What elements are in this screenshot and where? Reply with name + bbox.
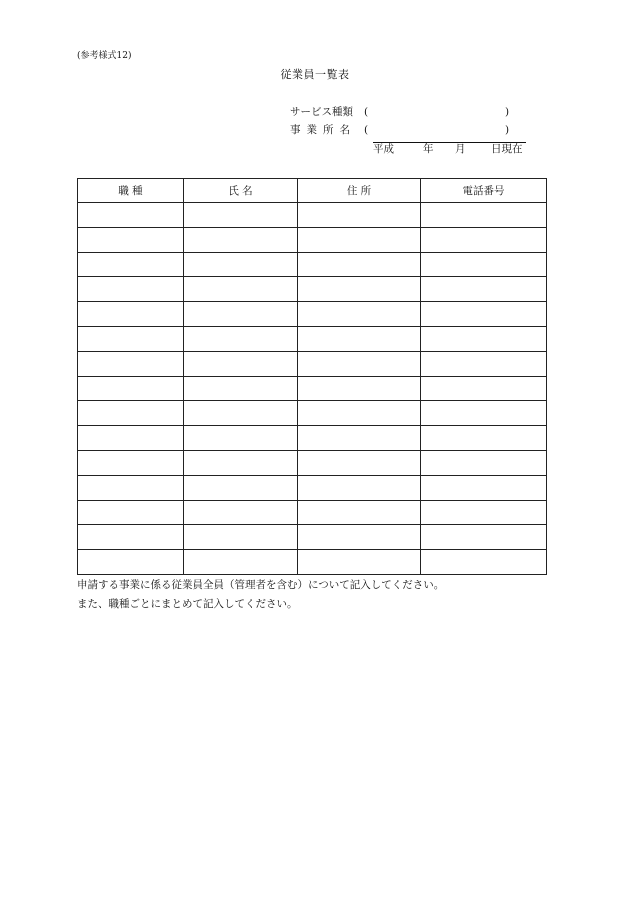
cell-job-type[interactable]	[78, 227, 184, 252]
cell-phone[interactable]	[421, 277, 547, 302]
header-job-type: 職 種	[78, 179, 184, 203]
cell-job-type[interactable]	[78, 277, 184, 302]
cell-name[interactable]	[184, 525, 298, 550]
table-row	[78, 401, 547, 426]
cell-name[interactable]	[184, 500, 298, 525]
cell-phone[interactable]	[421, 351, 547, 376]
cell-phone[interactable]	[421, 525, 547, 550]
cell-job-type[interactable]	[78, 426, 184, 451]
cell-address[interactable]	[298, 302, 421, 327]
table-row	[78, 550, 547, 575]
cell-job-type[interactable]	[78, 203, 184, 228]
cell-phone[interactable]	[421, 475, 547, 500]
table-row	[78, 277, 547, 302]
cell-address[interactable]	[298, 252, 421, 277]
cell-name[interactable]	[184, 475, 298, 500]
table-body	[78, 203, 547, 575]
cell-address[interactable]	[298, 326, 421, 351]
table-row	[78, 525, 547, 550]
service-type-paren-close: )	[505, 106, 510, 118]
employee-table	[77, 178, 547, 575]
cell-address[interactable]	[298, 450, 421, 475]
cell-job-type[interactable]	[78, 550, 184, 575]
header-name: 氏 名	[184, 179, 298, 203]
table-row	[78, 252, 547, 277]
office-name-label: 事業所名	[290, 124, 356, 136]
cell-address[interactable]	[298, 426, 421, 451]
cell-name[interactable]	[184, 227, 298, 252]
document-title: 従業員一覧表	[280, 68, 350, 81]
cell-phone[interactable]	[421, 550, 547, 575]
cell-job-type[interactable]	[78, 450, 184, 475]
cell-phone[interactable]	[421, 376, 547, 401]
cell-phone[interactable]	[421, 500, 547, 525]
cell-phone[interactable]	[421, 203, 547, 228]
cell-name[interactable]	[184, 450, 298, 475]
cell-phone[interactable]	[421, 450, 547, 475]
cell-address[interactable]	[298, 475, 421, 500]
service-type-label: サービス種類	[290, 106, 353, 118]
date-era: 平成	[373, 143, 394, 155]
cell-address[interactable]	[298, 203, 421, 228]
cell-address[interactable]	[298, 525, 421, 550]
table-row	[78, 426, 547, 451]
date-month: 月	[455, 143, 466, 155]
office-name-paren-open: (	[364, 124, 369, 136]
cell-job-type[interactable]	[78, 500, 184, 525]
cell-name[interactable]	[184, 401, 298, 426]
cell-name[interactable]	[184, 376, 298, 401]
date-day-current: 日現在	[491, 143, 523, 155]
cell-name[interactable]	[184, 351, 298, 376]
table-row	[78, 302, 547, 327]
cell-phone[interactable]	[421, 401, 547, 426]
cell-name[interactable]	[184, 277, 298, 302]
cell-address[interactable]	[298, 401, 421, 426]
table-row	[78, 376, 547, 401]
cell-address[interactable]	[298, 376, 421, 401]
cell-name[interactable]	[184, 550, 298, 575]
cell-phone[interactable]	[421, 326, 547, 351]
service-type-row	[290, 105, 509, 119]
cell-name[interactable]	[184, 302, 298, 327]
cell-address[interactable]	[298, 550, 421, 575]
cell-name[interactable]	[184, 203, 298, 228]
cell-job-type[interactable]	[78, 351, 184, 376]
cell-job-type[interactable]	[78, 252, 184, 277]
service-type-paren-open: (	[364, 106, 369, 118]
cell-job-type[interactable]	[78, 376, 184, 401]
table-row	[78, 203, 547, 228]
cell-job-type[interactable]	[78, 401, 184, 426]
cell-phone[interactable]	[421, 227, 547, 252]
instruction-note-1: 申請する事業に係る従業員全員（管理者を含む）について記入してください。	[77, 579, 445, 591]
office-name-paren-close: )	[505, 124, 510, 136]
cell-address[interactable]	[298, 227, 421, 252]
cell-job-type[interactable]	[78, 525, 184, 550]
header-phone: 電話番号	[421, 179, 547, 203]
table-row	[78, 450, 547, 475]
table-row	[78, 475, 547, 500]
table-row	[78, 351, 547, 376]
reference-form-label: (参考様式12)	[77, 51, 132, 61]
cell-address[interactable]	[298, 277, 421, 302]
cell-name[interactable]	[184, 252, 298, 277]
table-row	[78, 227, 547, 252]
cell-job-type[interactable]	[78, 326, 184, 351]
table-row	[78, 326, 547, 351]
cell-job-type[interactable]	[78, 302, 184, 327]
cell-name[interactable]	[184, 326, 298, 351]
table-header-row	[78, 179, 547, 203]
cell-address[interactable]	[298, 500, 421, 525]
cell-phone[interactable]	[421, 252, 547, 277]
cell-address[interactable]	[298, 351, 421, 376]
date-year: 年	[423, 143, 434, 155]
table-row	[78, 500, 547, 525]
header-address: 住 所	[298, 179, 421, 203]
cell-phone[interactable]	[421, 302, 547, 327]
cell-job-type[interactable]	[78, 475, 184, 500]
office-name-row	[290, 123, 509, 137]
instruction-note-2: また、職種ごとにまとめて記入してください。	[77, 598, 298, 610]
cell-name[interactable]	[184, 426, 298, 451]
cell-phone[interactable]	[421, 426, 547, 451]
date-line[interactable]	[373, 142, 526, 155]
